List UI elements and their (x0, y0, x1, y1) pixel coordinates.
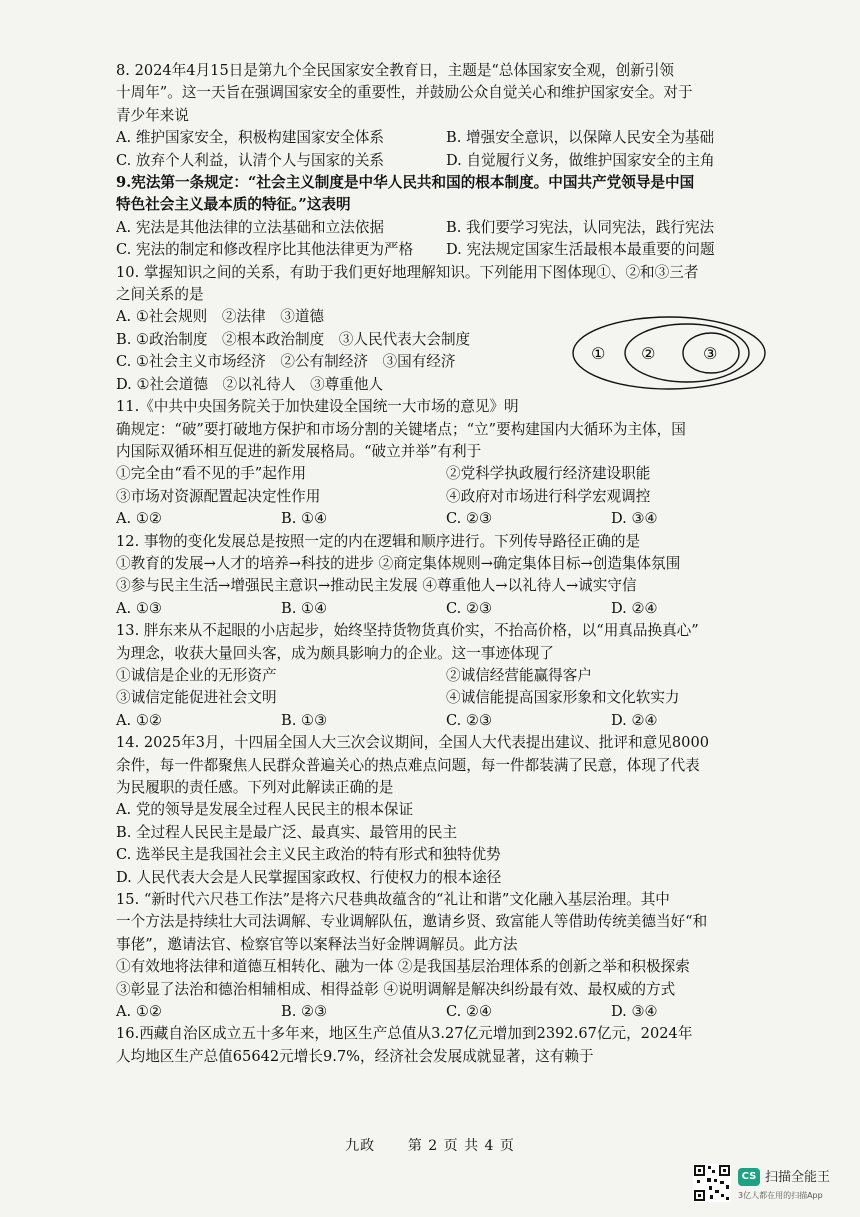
q11-choice-d: D. ③④ (611, 510, 658, 528)
q10-option-a: A. ①社会规则 ②法律 ③道德 (116, 308, 325, 326)
question-13 (116, 620, 776, 732)
q11-choice-b: B. ①④ (281, 510, 328, 528)
q11-stem-3: 内国际双循环相互促进的新发展格局。“破立并举”有利于 (116, 442, 482, 460)
q9-stem-1: 9.宪法第一条规定：“社会主义制度是中华人民共和国的根本制度。中国共产党领导是中国 (116, 174, 695, 192)
q11-choice-a: A. ①② (116, 510, 162, 528)
q15-choice-d: D. ③④ (611, 1003, 658, 1021)
q9-option-c: C. 宪法的制定和修改程序比其他法律更为严格 (116, 241, 414, 259)
question-8 (116, 60, 776, 172)
q11-stem-1: 11.《中共中央国务院关于加快建设全国统一大市场的意见》明 (116, 398, 519, 416)
question-16 (116, 1023, 776, 1068)
scanner-watermark (693, 1164, 853, 1204)
q11-stem-2: 确规定：“破”要打破地方保护和市场分割的关键堵点；“立”要构建国内大循环为主体，国 (116, 420, 686, 438)
q14-option-c: C. 选举民主是我国社会主义民主政治的特有形式和独特优势 (116, 846, 501, 864)
question-14 (116, 732, 776, 889)
q12-choice-d: D. ②④ (611, 599, 658, 617)
q10-option-c: C. ①社会主义市场经济 ②公有制经济 ③国有经济 (116, 353, 456, 371)
q8-stem-2: 十周年”。这一天旨在强调国家安全的重要性，并鼓励公众自觉关心和维护国家安全。对于 (116, 84, 693, 102)
q9-option-d: D. 宪法规定国家生活最根本最重要的问题 (446, 241, 715, 259)
q13-item-3: ③诚信定能促进社会文明 (116, 689, 277, 707)
q15-choice-b: B. ②③ (281, 1003, 328, 1021)
q13-item-4: ④诚信能提高国家形象和文化软实力 (446, 689, 680, 707)
nested-ellipse-diagram (569, 314, 769, 392)
q15-choice-c: C. ②④ (446, 1003, 493, 1021)
q8-stem-1: 8. 2024年4月15日是第九个全民国家安全教育日，主题是“总体国家安全观，创新引领 (116, 62, 675, 79)
q14-option-d: D. 人民代表大会是人民掌握国家政权、行使权力的根本途径 (116, 868, 502, 886)
scanner-tagline: 3亿人都在用的扫描App (738, 1191, 823, 1200)
qr-code-icon (693, 1164, 731, 1202)
question-list (116, 60, 776, 1068)
q12-choice-c: C. ②③ (446, 599, 493, 617)
question-9 (116, 172, 776, 262)
q8-option-c: C. 放弃个人利益，认清个人与国家的关系 (116, 151, 385, 169)
q10-stem-1: 10. 掌握知识之间的关系，有助于我们更好地理解知识。下列能用下图体现①、②和③三者 (116, 263, 699, 281)
q15-items-2: ③彰显了法治和德治相辅相成、相得益彰 ④说明调解是解决纠纷最有效、最权威的方式 (116, 980, 676, 998)
q15-choice-a: A. ①② (116, 1003, 162, 1021)
q13-stem-1: 13. 胖东来从不起眼的小店起步，始终坚持货物货真价实，不抬高价格，以“用真品换真心” (116, 622, 699, 640)
q8-option-a: A. 维护国家安全，积极构建国家安全体系 (116, 129, 384, 147)
footer-subject: 九政 (345, 1138, 376, 1154)
page-footer (0, 1135, 860, 1155)
q11-item-3: ③市场对资源配置起决定性作用 (116, 487, 321, 505)
q15-stem-3: 事佬”，邀请法官、检察官等以案释法当好金牌调解员。此方法 (116, 935, 518, 953)
q10-option-b: B. ①政治制度 ②根本政治制度 ③人民代表大会制度 (116, 330, 471, 348)
q12-stem-1: 12. 事物的变化发展总是按照一定的内在逻辑和顺序进行。下列传导路径正确的是 (116, 532, 641, 550)
footer-page-number: 第 2 页 共 4 页 (407, 1138, 515, 1154)
q16-stem-2: 人均地区生产总值65642元增长9.7%，经济社会发展成就显著，这有赖于 (116, 1047, 594, 1065)
q14-option-a: A. 党的领导是发展全过程人民民主的根本保证 (116, 801, 414, 819)
q8-option-d: D. 自觉履行义务，做维护国家安全的主角 (446, 151, 715, 169)
q14-stem-2: 余件，每一件都聚焦人民群众普遍关心的热点难点问题，每一件都装满了民意，体现了代表 (116, 756, 700, 774)
q15-stem-2: 一个方法是持续壮大司法调解、专业调解队伍，邀请乡贤、致富能人等借助传统美德当好“和 (116, 913, 708, 931)
q9-stem-2: 特色社会主义最本质的特征。”这表明 (116, 196, 351, 214)
question-15 (116, 889, 776, 1023)
q9-option-b: B. 我们要学习宪法，认同宪法，践行宪法 (446, 218, 715, 236)
scanner-app-name: 扫描全能王 (765, 1170, 831, 1185)
q14-stem-1: 14. 2025年3月，十四届全国人大三次会议期间，全国人大代表提出建议、批评和意见8000 (116, 734, 710, 752)
diagram-label-outer: ① (591, 343, 606, 363)
q13-choice-a: A. ①② (116, 711, 162, 729)
q13-stem-2: 为理念，收获大量回头客，成为颇具影响力的企业。这一事迹体现了 (116, 644, 554, 662)
q13-item-1: ①诚信是企业的无形资产 (116, 666, 277, 684)
q11-choice-c: C. ②③ (446, 510, 493, 528)
q14-stem-3: 为民履职的责任感。下列对此解读正确的是 (116, 779, 394, 796)
q16-stem-1: 16.西藏自治区成立五十多年来，地区生产总值从3.27亿元增加到2392.67亿元，2024年 (116, 1025, 693, 1043)
q13-choice-c: C. ②③ (446, 711, 493, 729)
q12-items-2: ③参与民主生活→增强民主意识→推动民主发展 ④尊重他人→以礼待人→诚实守信 (116, 577, 637, 595)
camscanner-logo: CS (738, 1168, 760, 1186)
q13-choice-b: B. ①③ (281, 711, 328, 729)
q13-item-2: ②诚信经营能赢得客户 (446, 666, 592, 684)
q8-stem-3: 青少年来说 (116, 106, 189, 124)
q11-item-2: ②党科学执政履行经济建设职能 (446, 465, 651, 483)
q13-choice-d: D. ②④ (611, 711, 658, 729)
q12-choice-b: B. ①④ (281, 599, 328, 617)
question-10 (116, 262, 776, 396)
question-12 (116, 531, 776, 621)
q15-stem-1: 15. “新时代六尺巷工作法”是将六尺巷典故蕴含的“礼让和谐”文化融入基层治理。其中 (116, 891, 670, 909)
q15-items-1: ①有效地将法律和道德互相转化、融为一体 ②是我国基层治理体系的创新之举和积极探索 (116, 958, 690, 976)
q11-item-1: ①完全由“看不见的手”起作用 (116, 465, 307, 483)
q10-stem-2: 之间关系的是 (116, 286, 204, 304)
diagram-label-inner: ③ (703, 343, 718, 363)
diagram-label-middle: ② (641, 343, 656, 363)
q12-choice-a: A. ①③ (116, 599, 162, 617)
q10-option-d: D. ①社会道德 ②以礼待人 ③尊重他人 (116, 375, 384, 393)
q11-item-4: ④政府对市场进行科学宏观调控 (446, 487, 651, 505)
q12-items-1: ①教育的发展→人才的培养→科技的进步 ②商定集体规则→确定集体目标→创造集体氛围 (116, 554, 681, 572)
q9-option-a: A. 宪法是其他法律的立法基础和立法依据 (116, 218, 384, 236)
q8-option-b: B. 增强安全意识，以保障人民安全为基础 (446, 129, 715, 147)
question-11 (116, 396, 776, 530)
q14-option-b: B. 全过程人民民主是最广泛、最真实、最管用的民主 (116, 823, 458, 841)
